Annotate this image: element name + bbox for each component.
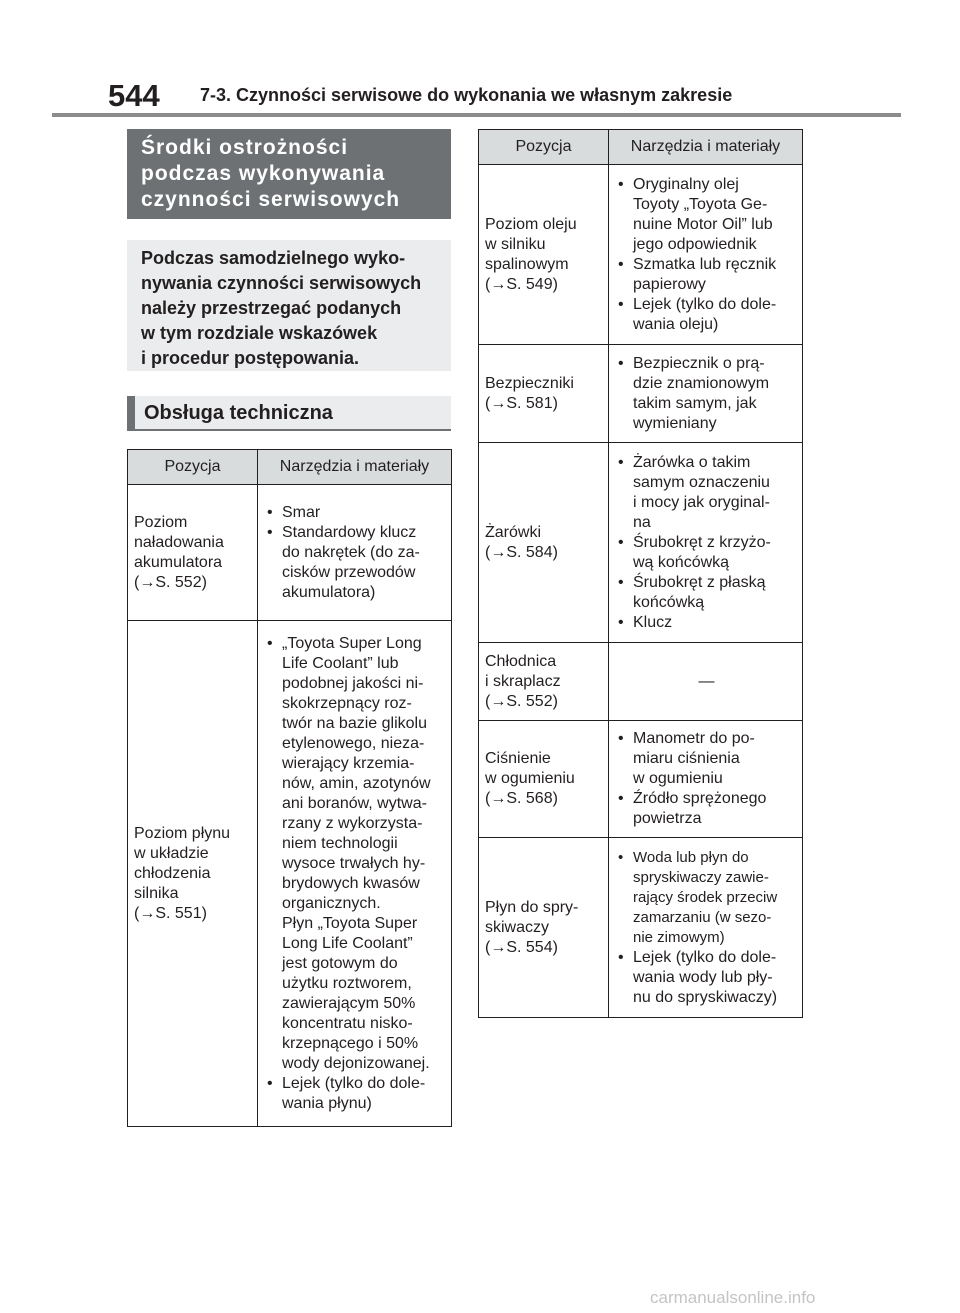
list-item: • Lejek (tylko do dole- wania oleju) xyxy=(613,295,800,335)
page-number: 544 xyxy=(108,78,160,113)
table-header-row xyxy=(128,450,452,485)
list-item: • „Toyota Super Long Life Coolant” lub podobnej jakości ni- skokrzepnący roz- twór na bazie glikolu etylenowego, nieza- wierający krzemia- nów, amin, azotynów ani boranów, wytwa- rzany z wykorzysta- niem technologii wysoce trwałych hy- brydowych kwasów organicznych. xyxy=(262,634,449,914)
item-cell: Chłodnica i skraplacz (→S. 552) xyxy=(479,643,609,721)
tools-list xyxy=(613,848,800,948)
intro-note-box: Podczas samodzielnego wyko- nywania czynności serwisowych należy przestrzegać podanych w tym rozdziale wskazówek i procedur postępowania. xyxy=(127,240,451,371)
table-row xyxy=(479,345,803,443)
tools-cell xyxy=(258,621,452,1127)
table-row xyxy=(479,721,803,838)
tools-list xyxy=(613,453,800,633)
list-item: • Manometr do po- miaru ciśnienia w ogumieniu xyxy=(613,729,800,789)
chapter-title: 7-3. Czynności serwisowe do wykonania we własnym zakresie xyxy=(200,85,733,105)
precautions-title-box: Środki ostrożności podczas wykonywania czynności serwisowych xyxy=(127,129,451,219)
table-row xyxy=(479,838,803,1018)
tools-cell xyxy=(609,443,803,643)
list-item: • Bezpiecznik o prą- dzie znamionowym takim samym, jak wymieniany xyxy=(613,354,800,434)
column-header-tools: Narzędzia i materiały xyxy=(609,130,803,165)
maintenance-table-left xyxy=(127,449,452,1127)
tools-list xyxy=(262,503,449,603)
section-heading: Obsługa techniczna xyxy=(127,396,451,431)
column-header-tools: Narzędzia i materiały xyxy=(258,450,452,485)
tools-list xyxy=(613,729,800,829)
watermark: carmanualsonline.info xyxy=(650,1288,816,1307)
table-header-row xyxy=(479,130,803,165)
tools-cell xyxy=(609,721,803,838)
list-item: • Lejek (tylko do dole- wania wody lub pły- nu do spryskiwaczy) xyxy=(613,948,800,1008)
item-cell: Poziom płynu w układzie chłodzenia silnika (→S. 551) xyxy=(128,621,258,1127)
tools-list xyxy=(613,175,800,335)
item-cell: Poziom oleju w silniku spalinowym (→S. 549) xyxy=(479,165,609,345)
tools-cell-empty: — xyxy=(609,643,803,721)
tools-cell xyxy=(609,345,803,443)
tools-list xyxy=(613,354,800,434)
list-item: • Lejek (tylko do dole- wania płynu) xyxy=(262,1074,449,1114)
table-row xyxy=(128,621,452,1127)
table-row xyxy=(479,643,803,721)
list-item: • Żarówka o takim samym oznaczeniu i mocy jak oryginal- na xyxy=(613,453,800,533)
list-item: • Śrubokręt z krzyżo- wą końcówką xyxy=(613,533,800,573)
tools-cell xyxy=(258,485,452,621)
list-item: • Śrubokręt z płaską końcówką xyxy=(613,573,800,613)
item-cell: Poziom naładowania akumulatora (→S. 552) xyxy=(128,485,258,621)
table-row xyxy=(479,165,803,345)
table-row xyxy=(479,443,803,643)
list-item: • Szmatka lub ręcznik papierowy xyxy=(613,255,800,295)
list-item: • Klucz xyxy=(613,613,800,633)
item-cell: Płyn do spry- skiwaczy (→S. 554) xyxy=(479,838,609,1018)
tools-cell xyxy=(609,838,803,1018)
list-item: • Standardowy klucz do nakrętek (do za- cisków przewodów akumulatora) xyxy=(262,523,449,603)
list-item: • Źródło sprężonego powietrza xyxy=(613,789,800,829)
coolant-note: Płyn „Toyota Super Long Life Coolant” jest gotowym do użytku roztworem, zawierającym 50% koncentratu nisko- krzepnącego i 50% wody dejonizowanej. xyxy=(282,914,430,1072)
list-item: • Woda lub płyn do spryskiwaczy zawie- rający środek przeciw zamarzaniu (w sezo- nie zimowym) xyxy=(613,848,800,948)
tools-list xyxy=(262,634,449,914)
tools-list xyxy=(262,1074,449,1114)
list-item: • Smar xyxy=(262,503,449,523)
item-cell: Żarówki (→S. 584) xyxy=(479,443,609,643)
item-cell: Ciśnienie w ogumieniu (→S. 568) xyxy=(479,721,609,838)
list-item: • Oryginalny olej Toyoty „Toyota Ge- nuine Motor Oil” lub jego odpowiednik xyxy=(613,175,800,255)
header-divider xyxy=(52,113,901,117)
maintenance-table-right xyxy=(478,129,803,1018)
column-header-item: Pozycja xyxy=(128,450,258,485)
column-header-item: Pozycja xyxy=(479,130,609,165)
tools-cell xyxy=(609,165,803,345)
item-cell: Bezpieczniki (→S. 581) xyxy=(479,345,609,443)
table-row xyxy=(128,485,452,621)
tools-list xyxy=(613,948,800,1008)
